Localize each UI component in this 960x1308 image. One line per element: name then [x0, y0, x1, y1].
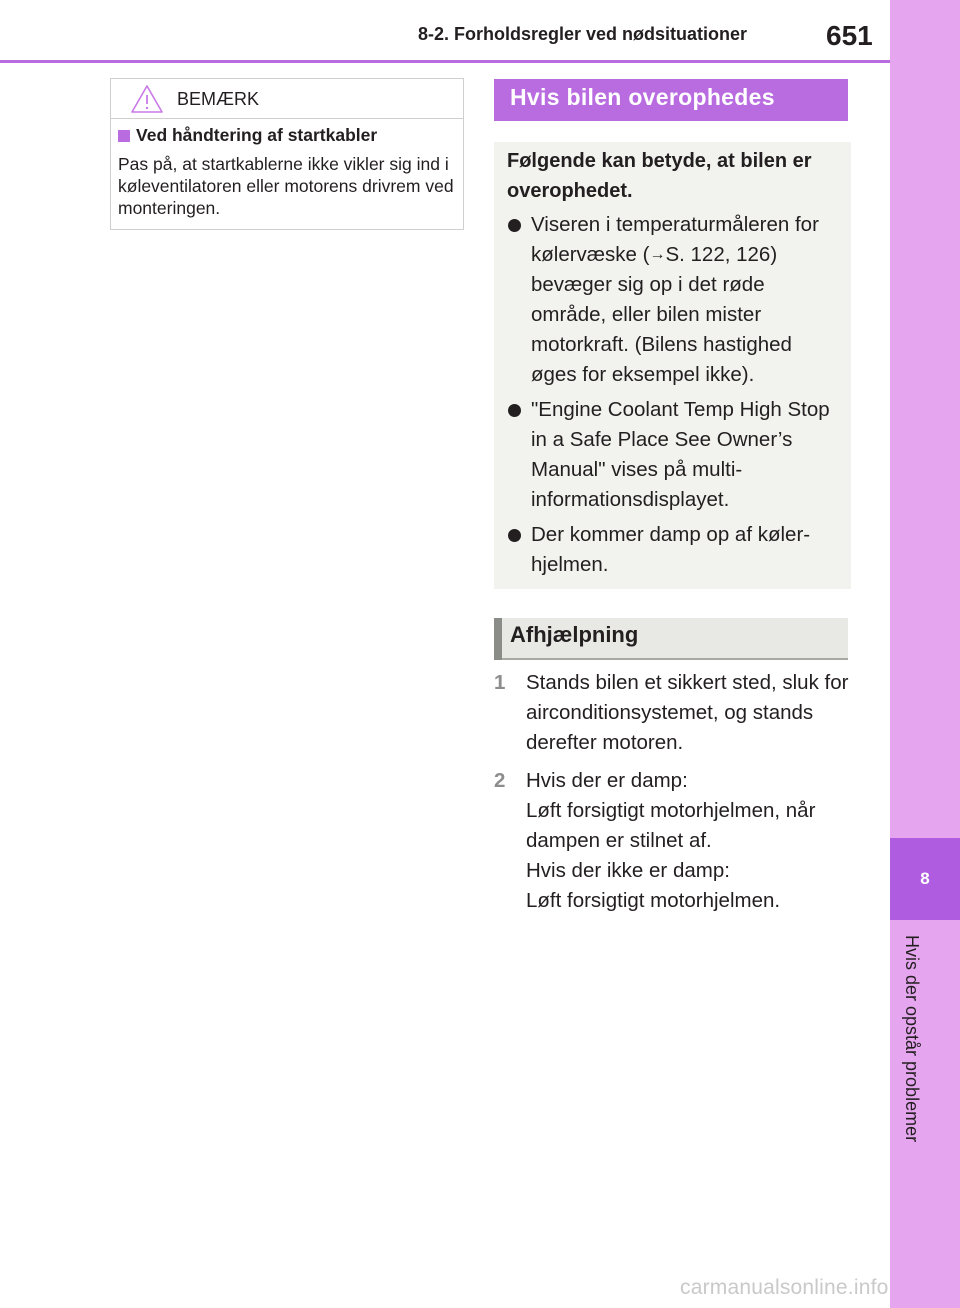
bullet-text-part: ) bevæger sig op i det røde område, eller bilen mister motorkraft. (Bilens hastighed øges for eksempel ikke).	[531, 243, 792, 386]
step-line: Løft forsigtigt motorhjelmen.	[526, 889, 781, 912]
note-subheading-text: Ved håndtering af startkabler	[136, 125, 378, 145]
arrow-right-icon: →	[649, 246, 666, 263]
bullet-dot-icon	[508, 529, 521, 542]
step-line: Hvis der er damp:	[526, 769, 688, 792]
square-bullet-icon	[118, 130, 130, 142]
list-item	[504, 210, 844, 390]
symptoms-intro: Følgende kan betyde, at bilen er overophedet.	[507, 150, 812, 202]
step-text	[526, 766, 851, 916]
symptoms-box	[494, 142, 851, 589]
step-number: 1	[494, 671, 506, 694]
step-line: Løft forsigtigt motorhjelmen, når dampen er stilnet af.	[526, 799, 816, 852]
bullet-text: Der kommer damp op af køler-hjelmen.	[531, 523, 811, 576]
chapter-title: Hvis der opstår problemer	[902, 935, 922, 1143]
step-item	[494, 766, 854, 918]
note-subheading	[118, 125, 377, 146]
page-reference-link[interactable]: S. 122, 126	[665, 243, 771, 266]
section-heading: Hvis bilen overophedes	[510, 84, 775, 110]
watermark: carmanualsonline.info	[680, 1276, 889, 1299]
step-text: Stands bilen et sikkert sted, sluk for airconditionsystemet, og stands derefter motoren.	[526, 671, 849, 754]
header-divider	[0, 60, 890, 63]
list-item	[504, 520, 844, 580]
bullet-text-part: Viseren i temperaturmåleren for kølervæske (	[531, 213, 819, 266]
step-line: Hvis der ikke er damp:	[526, 859, 730, 882]
caution-note-box	[110, 78, 464, 230]
section-heading-bar	[494, 79, 848, 121]
warning-triangle-icon	[130, 84, 164, 114]
remedy-heading-bar	[494, 618, 848, 660]
bullet-dot-icon	[508, 219, 521, 232]
step-number: 2	[494, 769, 506, 792]
chapter-number-tab[interactable]: 8	[890, 838, 960, 920]
note-label: BEMÆRK	[177, 89, 260, 109]
page-number: 651	[826, 20, 873, 51]
section-title: 8-2. Forholdsregler ved nødsituationer	[418, 24, 748, 44]
step-item	[494, 668, 854, 760]
bullet-dot-icon	[508, 404, 521, 417]
note-header	[111, 79, 463, 119]
note-body: Pas på, at startkablerne ikke vikler sig ind i køleventilatoren eller motorens drivrem ved monteringen.	[118, 154, 454, 218]
list-item	[504, 395, 844, 515]
heading-accent	[494, 618, 502, 660]
remedy-heading: Afhjælpning	[510, 622, 639, 647]
bullet-text: "Engine Coolant Temp High Stop in a Safe Place See Owner’s Manual" vises på multi-informationsdisplayet.	[531, 398, 830, 511]
